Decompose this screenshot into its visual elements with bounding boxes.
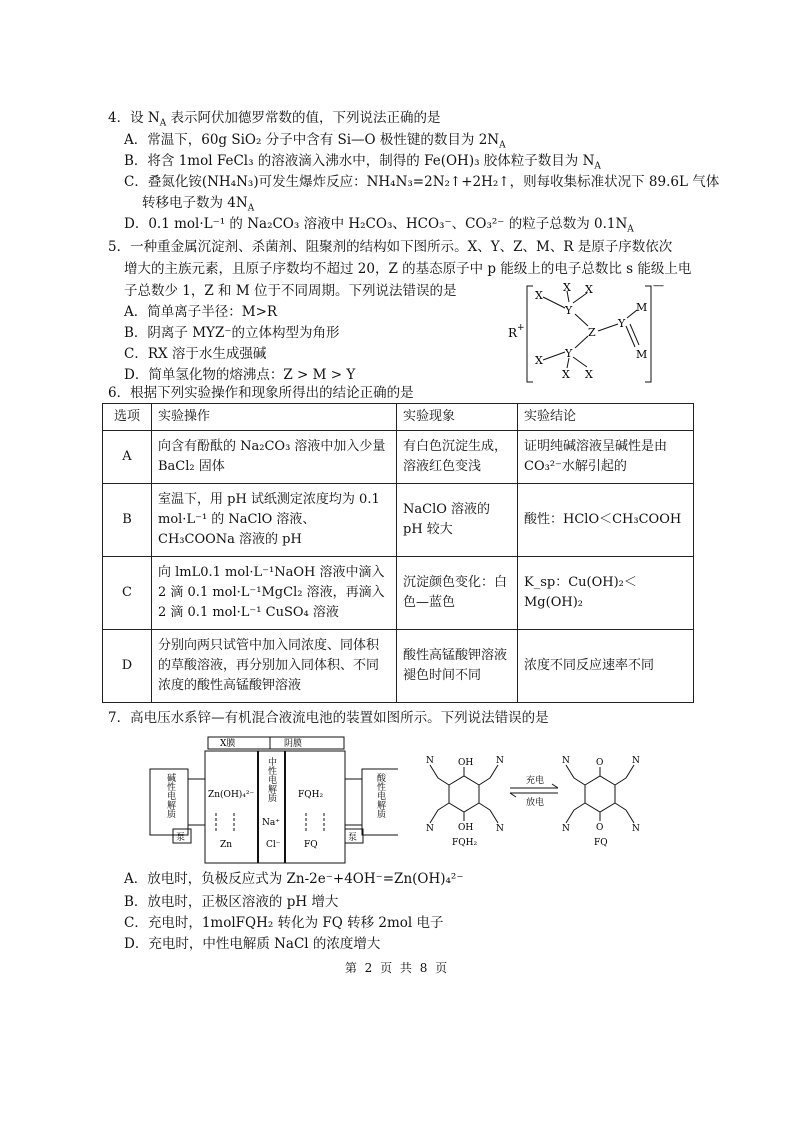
atom-x: X (562, 368, 570, 381)
header-phenomenon: 实验现象 (397, 404, 518, 431)
table-row (103, 630, 694, 703)
zinc-label: Zn (220, 840, 233, 850)
atom-m: M (636, 301, 648, 314)
atom-m: M (636, 348, 648, 361)
carbonyl-o-bottom: O (596, 823, 604, 833)
cell-option: B (103, 484, 152, 557)
cell-phenomenon: 有白色沉淀生成，溶液红色变浅 (397, 431, 518, 484)
cell-operation: 向含有酚酞的 Na₂CO₃ 溶液中加入少量 BaCl₂ 固体 (152, 431, 397, 484)
cell-conclusion: K_sp：Cu(OH)₂＜Mg(OH)₂ (518, 557, 694, 630)
cell-conclusion: 浓度不同反应速率不同 (518, 630, 694, 703)
atom-y: Y (565, 347, 573, 360)
membrane-x-label: X膜 (220, 739, 236, 749)
atom-y: Y (618, 317, 626, 330)
cell-conclusion: 酸性：HClO＜CH₃COOH (518, 484, 694, 557)
q5-option-b: B．阴离子 MYZ⁻的立体构型为角形 (124, 325, 340, 341)
r-cation-charge: + (517, 323, 525, 333)
header-operation: 实验操作 (152, 404, 397, 431)
q4-stem: 4．设 $N_A$ 表示阿伏加德罗常数的值，下列说法正确的是 (108, 110, 441, 129)
fqh2-molecule-label: FQH₂ (452, 838, 478, 848)
q5-option-a: A．简单离子半径：M>R (124, 304, 278, 320)
r-cation-label: R (508, 326, 518, 340)
amine-n: N (496, 756, 504, 766)
atom-y: Y (565, 304, 573, 317)
q5-structure-diagram (505, 280, 665, 388)
q4-option-c: C．叠氮化铵(NH₄N₃)可发生爆炸反应：NH₄N₃=2N₂↑+2H₂↑，则每收集标准状况下 89.6L 气体 (124, 174, 720, 190)
atom-x: X (585, 368, 593, 381)
alkaline-electrolyte-label: 碱性电解质 (165, 773, 175, 818)
amine-n: N (562, 756, 570, 766)
amine-n: N (426, 756, 434, 766)
cell-operation: 向 lmL0.1 mol·L⁻¹NaOH 溶液中滴入 2 滴 0.1 mol·L⁻¹MgCl₂ 溶液，再滴入 2 滴 0.1 mol·L⁻¹ CuSO₄ 溶液 (152, 557, 397, 630)
q5-stem-line2: 增大的主族元素，且原子序数均不超过 20，Z 的基态原子中 p 能级上的电子总数比 s 能级上电 (124, 261, 692, 277)
q7-option-c: C．充电时，1molFQH₂ 转化为 FQ 转移 2mol 电子 (124, 915, 444, 931)
table-row (103, 484, 694, 557)
cell-phenomenon: NaClO 溶液的 pH 较大 (397, 484, 518, 557)
cell-conclusion: 证明纯碱溶液呈碱性是由 CO₃²⁻水解引起的 (518, 431, 694, 484)
anion-charge: — (653, 280, 664, 292)
cl-ion-label: Cl⁻ (266, 840, 281, 850)
atom-x: X (585, 283, 593, 296)
cell-operation: 室温下，用 pH 试纸测定浓度均为 0.1 mol·L⁻¹ 的 NaClO 溶液、CH₃COONa 溶液的 pH (152, 484, 397, 557)
fq-molecule-label: FQ (594, 838, 608, 848)
q5-stem-line3: 子总数少 1，Z 和 M 位于不同周期。下列说法错误的是 (124, 283, 457, 299)
hydroxyl-top: OH (458, 758, 474, 768)
page-footer: 第 2 页 共 8 页 (344, 961, 450, 975)
membrane-anion-label: 阴膜 (284, 739, 303, 749)
cell-phenomenon: 沉淀颜色变化：白色—蓝色 (397, 557, 518, 630)
amine-n: N (562, 824, 570, 834)
q4-option-d: D．0.1 mol·L⁻¹ 的 Na₂CO₃ 溶液中 H₂CO₃、HCO₃⁻、CO₃²⁻ 的粒子总数为 $0.1N_A$ (124, 216, 634, 235)
q5-stem-line1: 5．一种重金属沉淀剂、杀菌剂、阻聚剂的结构如下图所示。X、Y、Z、M、R 是原子序数依次 (108, 239, 673, 255)
carbonyl-o-top: O (596, 758, 604, 768)
cell-phenomenon: 酸性高锰酸钾溶液褪色时间不同 (397, 630, 518, 703)
cell-operation: 分别向两只试管中加入同浓度、同体积的草酸溶液，再分别加入同体积、不同浓度的酸性高锰酸钾溶液 (152, 630, 397, 703)
q6-experiment-table (102, 403, 694, 703)
neutral-electrolyte-label: 中性电解质 (266, 757, 276, 802)
q4-option-a: A．常温下，60g SiO₂ 分子中含有 Si—O 极性键的数目为 $2N_A$ (124, 132, 506, 151)
fq-label: FQ (304, 840, 318, 850)
discharge-label: 放电 (526, 798, 545, 808)
q7-option-b: B．放电时，正极区溶液的 pH 增大 (124, 894, 339, 910)
table-row (103, 557, 694, 630)
atom-x: X (535, 354, 543, 367)
q7-stem: 7．高电压水系锌—有机混合液流电池的装置如图所示。下列说法错误的是 (108, 710, 549, 726)
header-option: 选项 (103, 404, 152, 431)
amine-n: N (426, 824, 434, 834)
cell-option: C (103, 557, 152, 630)
atom-z: Z (588, 326, 596, 339)
q5-option-c: C．RX 溶于水生成强碱 (124, 346, 267, 362)
q4-option-b: B．将含 1mol FeCl₃ 的溶液滴入沸水中，制得的 Fe(OH)₃ 胶体粒子数目为 $N_A$ (124, 153, 601, 172)
q7-option-a: A．放电时，负极反应式为 Zn-2e⁻+4OH⁻=Zn(OH)₄²⁻ (124, 871, 464, 887)
q6-stem: 6．根据下列实验操作和现象所得出的结论正确的是 (108, 385, 414, 401)
cell-option: A (103, 431, 152, 484)
amine-n: N (496, 824, 504, 834)
table-header-row (103, 404, 694, 431)
hydroxyl-bottom: OH (458, 823, 474, 833)
zincate-label: Zn(OH)₄²⁻ (208, 790, 255, 800)
q4-option-c-cont: 转移电子数为 $4N_A$ (142, 195, 255, 214)
amine-n: N (632, 824, 640, 834)
charge-label: 充电 (526, 776, 545, 786)
pump-right-label: 泵 (348, 833, 358, 843)
pump-left-label: 泵 (176, 833, 186, 843)
acidic-electrolyte-label: 酸性电解质 (375, 773, 385, 818)
header-conclusion: 实验结论 (518, 404, 694, 431)
q7-option-d: D．充电时，中性电解质 NaCl 的浓度增大 (124, 936, 381, 952)
atom-x: X (563, 281, 571, 294)
q5-option-d: D．简单氢化物的熔沸点：Z > M > Y (124, 367, 356, 383)
cell-option: D (103, 630, 152, 703)
amine-n: N (632, 756, 640, 766)
na-ion-label: Na⁺ (262, 818, 280, 828)
table-row (103, 431, 694, 484)
q7-battery-diagram (148, 733, 398, 865)
atom-x: X (535, 289, 543, 302)
fqh2-label: FQH₂ (298, 790, 324, 800)
q7-reaction-scheme (400, 745, 678, 855)
